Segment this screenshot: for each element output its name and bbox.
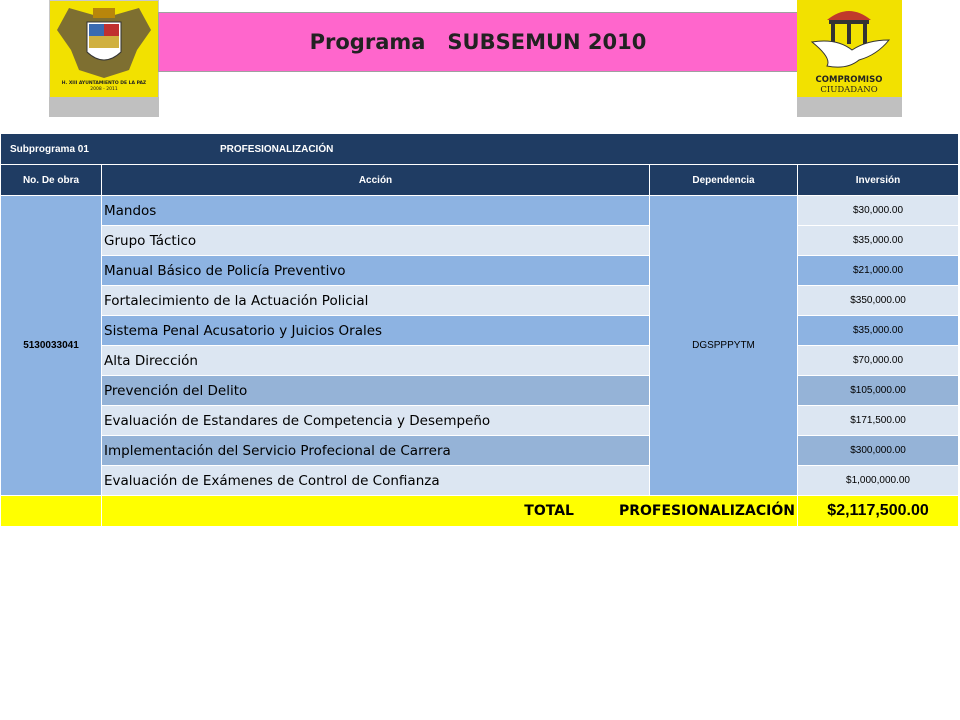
accion-cell: Manual Básico de Policía Preventivo [102, 256, 650, 286]
table-row [1, 316, 959, 346]
inversion-cell: $21,000.00 [798, 256, 959, 286]
accion-cell: Alta Dirección [102, 346, 650, 376]
table-row [1, 196, 959, 226]
dove-kiosk-icon [797, 0, 902, 97]
page-title [158, 12, 798, 72]
accion-cell: Evaluación de Estandares de Competencia y Desempeño [102, 406, 650, 436]
subprograma-cell [1, 134, 959, 165]
svg-text:COMPROMISO: COMPROMISO [815, 75, 883, 85]
column-header-obra: No. De obra [1, 165, 102, 196]
inversion-cell: $35,000.00 [798, 226, 959, 256]
table-row [1, 466, 959, 496]
table-row [1, 406, 959, 436]
inversion-cell: $35,000.00 [798, 316, 959, 346]
table-row [1, 286, 959, 316]
table-row [1, 256, 959, 286]
total-word: TOTAL [524, 503, 574, 519]
subprograma-row [1, 134, 959, 165]
compromiso-ciudadano-logo [797, 0, 902, 117]
accion-cell: Prevención del Delito [102, 376, 650, 406]
inversion-cell: $1,000,000.00 [798, 466, 959, 496]
subprograma-label: Subprograma 01 [10, 143, 89, 155]
accion-cell: Grupo Táctico [102, 226, 650, 256]
dependencia-cell: DGSPPPYTM [650, 196, 798, 496]
inversion-cell: $350,000.00 [798, 286, 959, 316]
column-header-inversion: Inversión [798, 165, 959, 196]
svg-text:H. XIII AYUNTAMIENTO DE LA PAZ: H. XIII AYUNTAMIENTO DE LA PAZ [61, 81, 147, 86]
table-row [1, 226, 959, 256]
table-header-row [1, 165, 959, 196]
profesionalizacion-table [0, 133, 959, 527]
inversion-cell: $105,000.00 [798, 376, 959, 406]
subprograma-name: PROFESIONALIZACIÓN [220, 143, 334, 155]
svg-text:2008 - 2011: 2008 - 2011 [90, 87, 118, 92]
accion-cell: Mandos [102, 196, 650, 226]
total-name: PROFESIONALIZACIÓN [618, 503, 795, 519]
table-row [1, 376, 959, 406]
table-row [1, 346, 959, 376]
inversion-cell: $300,000.00 [798, 436, 959, 466]
eagle-shield-icon [49, 0, 159, 97]
svg-text:CIUDADANO: CIUDADANO [820, 85, 878, 95]
total-value: $2,117,500.00 [798, 496, 959, 527]
ayuntamiento-logo [49, 0, 159, 117]
obra-number: 5130033041 [1, 196, 102, 496]
accion-cell: Sistema Penal Acusatorio y Juicios Orales [102, 316, 650, 346]
inversion-cell: $30,000.00 [798, 196, 959, 226]
accion-cell: Implementación del Servicio Profecional de Carrera [102, 436, 650, 466]
inversion-cell: $70,000.00 [798, 346, 959, 376]
total-blank-cell [1, 496, 102, 527]
accion-cell: Evaluación de Exámenes de Control de Confianza [102, 466, 650, 496]
title-program-name: SUBSEMUN 2010 [447, 30, 647, 54]
column-header-accion: Acción [102, 165, 650, 196]
inversion-cell: $171,500.00 [798, 406, 959, 436]
total-label [102, 496, 798, 527]
title-word: Programa [309, 30, 426, 54]
table-row [1, 436, 959, 466]
total-row [1, 496, 959, 527]
accion-cell: Fortalecimiento de la Actuación Policial [102, 286, 650, 316]
column-header-dependencia: Dependencia [650, 165, 798, 196]
